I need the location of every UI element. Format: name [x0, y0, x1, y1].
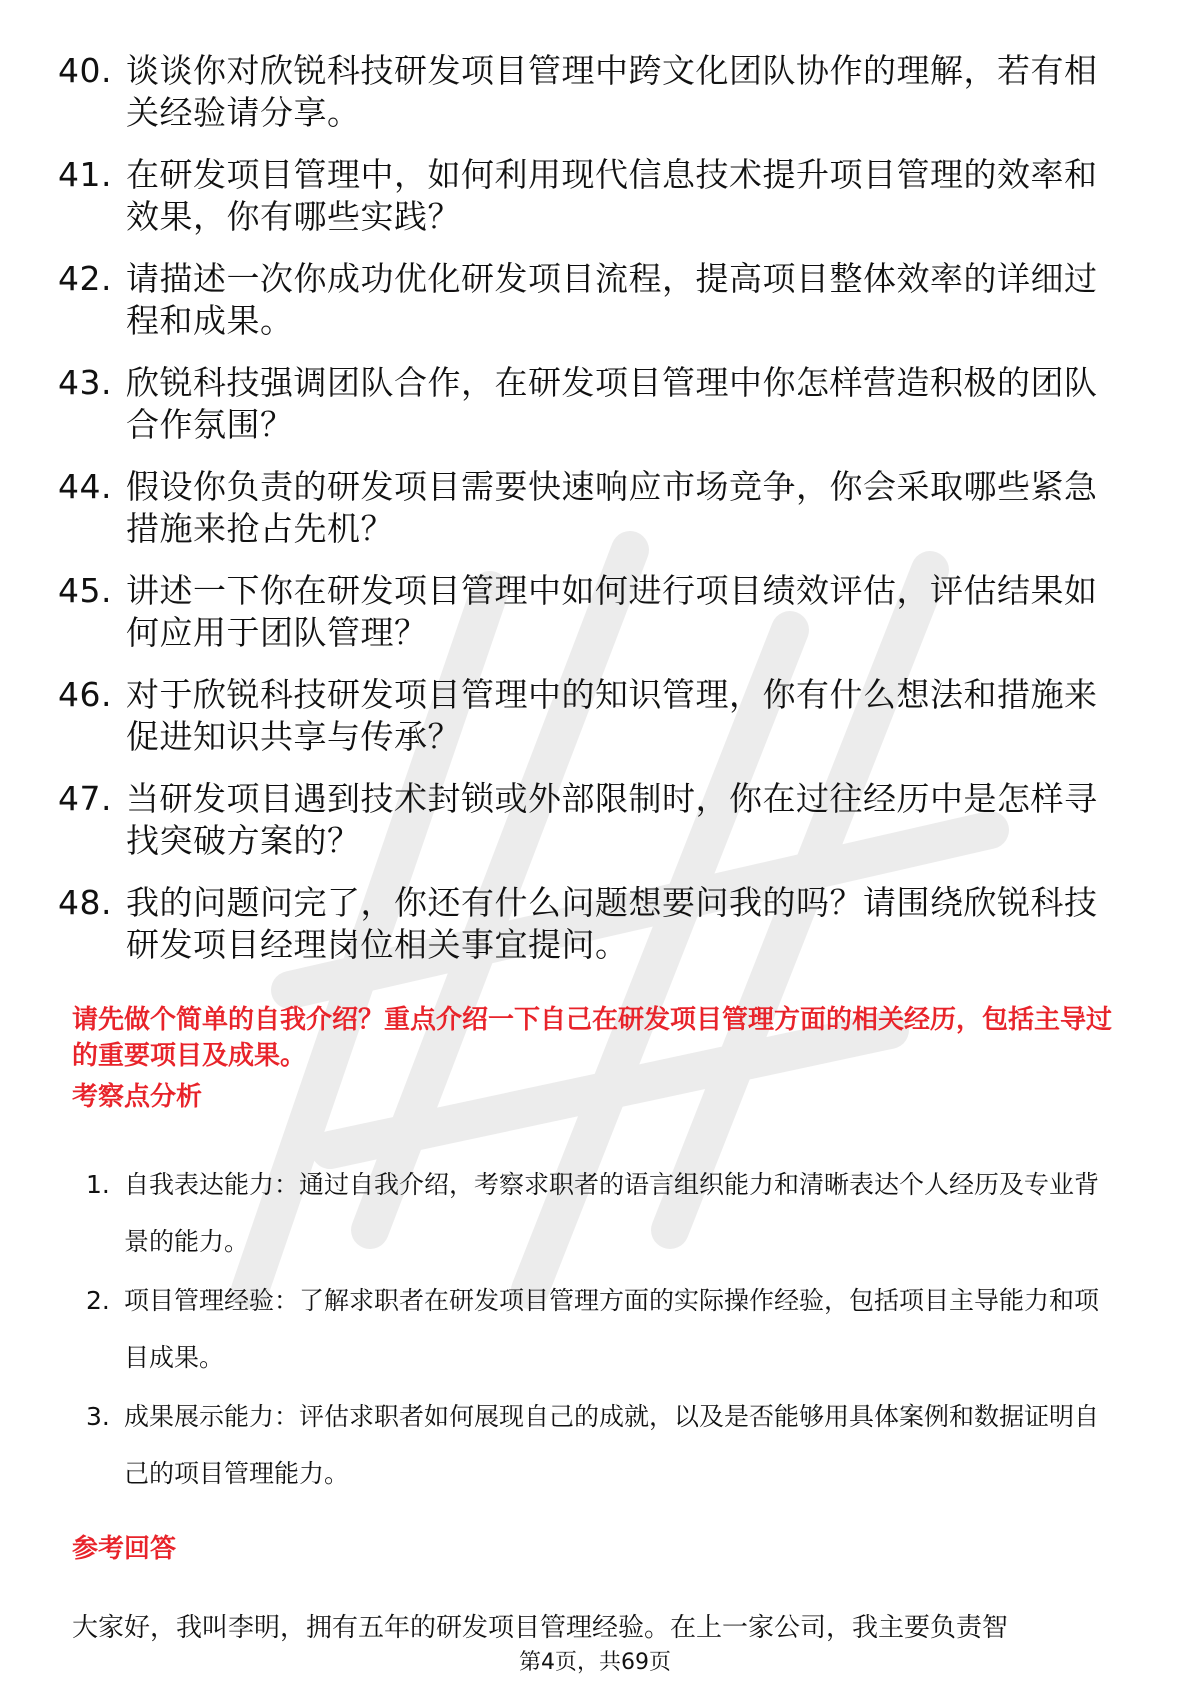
question-text: 讲述一下你在研发项目管理中如何进行项目绩效评估，评估结果如何应用于团队管理？ [126, 571, 1098, 652]
question-text: 对于欣锐科技研发项目管理中的知识管理，你有什么想法和措施来促进知识共享与传承？ [126, 675, 1098, 756]
question-number: 44. [58, 467, 112, 506]
question-number: 48. [58, 883, 112, 922]
question-number: 47. [58, 779, 112, 818]
question-number: 46. [58, 675, 112, 714]
analysis-number: 3. [86, 1402, 110, 1431]
question-text: 我的问题问完了，你还有什么问题想要问我的吗？请围绕欣锐科技研发项目经理岗位相关事宜提问。 [126, 883, 1098, 964]
question-item [58, 154, 1118, 238]
question-number: 40. [58, 51, 112, 90]
question-item [58, 466, 1118, 550]
analysis-number: 1. [86, 1170, 110, 1199]
question-item [58, 50, 1118, 134]
analysis-item [72, 1388, 1112, 1502]
question-text: 谈谈你对欣锐科技研发项目管理中跨文化团队协作的理解，若有相关经验请分享。 [126, 51, 1098, 132]
analysis-list [72, 1156, 1112, 1504]
highlight-question: 请先做个简单的自我介绍？重点介绍一下自己在研发项目管理方面的相关经历，包括主导过的重要项目及成果。 [72, 1005, 1113, 1071]
question-item [58, 882, 1118, 966]
analysis-number: 2. [86, 1286, 110, 1315]
page-number: 第4页，共69页 [0, 1648, 1190, 1678]
analysis-text: 项目管理经验：了解求职者在研发项目管理方面的实际操作经验，包括项目主导能力和项目成果。 [124, 1286, 1100, 1372]
question-text: 当研发项目遇到技术封锁或外部限制时，你在过往经历中是怎样寻找突破方案的？ [126, 779, 1098, 860]
question-number: 45. [58, 571, 112, 610]
question-text: 在研发项目管理中，如何利用现代信息技术提升项目管理的效率和效果，你有哪些实践？ [126, 155, 1098, 236]
question-number: 41. [58, 155, 112, 194]
question-item [58, 778, 1118, 862]
analysis-item [72, 1272, 1112, 1386]
question-item [58, 258, 1118, 342]
analysis-heading: 考察点分析 [72, 1082, 203, 1112]
question-item [58, 570, 1118, 654]
question-list [58, 50, 1118, 986]
analysis-item [72, 1156, 1112, 1270]
question-item [58, 362, 1118, 446]
question-text: 假设你负责的研发项目需要快速响应市场竞争，你会采取哪些紧急措施来抢占先机？ [126, 467, 1098, 548]
question-number: 42. [58, 259, 112, 298]
answer-text: 大家好，我叫李明，拥有五年的研发项目管理经验。在上一家公司，我主要负责智 [72, 1613, 1009, 1643]
question-text: 请描述一次你成功优化研发项目流程，提高项目整体效率的详细过程和成果。 [126, 259, 1098, 340]
analysis-text: 成果展示能力：评估求职者如何展现自己的成就，以及是否能够用具体案例和数据证明自己的项目管理能力。 [124, 1402, 1100, 1488]
answer-heading: 参考回答 [72, 1534, 177, 1564]
question-item [58, 674, 1118, 758]
analysis-text: 自我表达能力：通过自我介绍，考察求职者的语言组织能力和清晰表达个人经历及专业背景的能力。 [124, 1170, 1100, 1256]
question-text: 欣锐科技强调团队合作，在研发项目管理中你怎样营造积极的团队合作氛围？ [126, 363, 1098, 444]
question-number: 43. [58, 363, 112, 402]
